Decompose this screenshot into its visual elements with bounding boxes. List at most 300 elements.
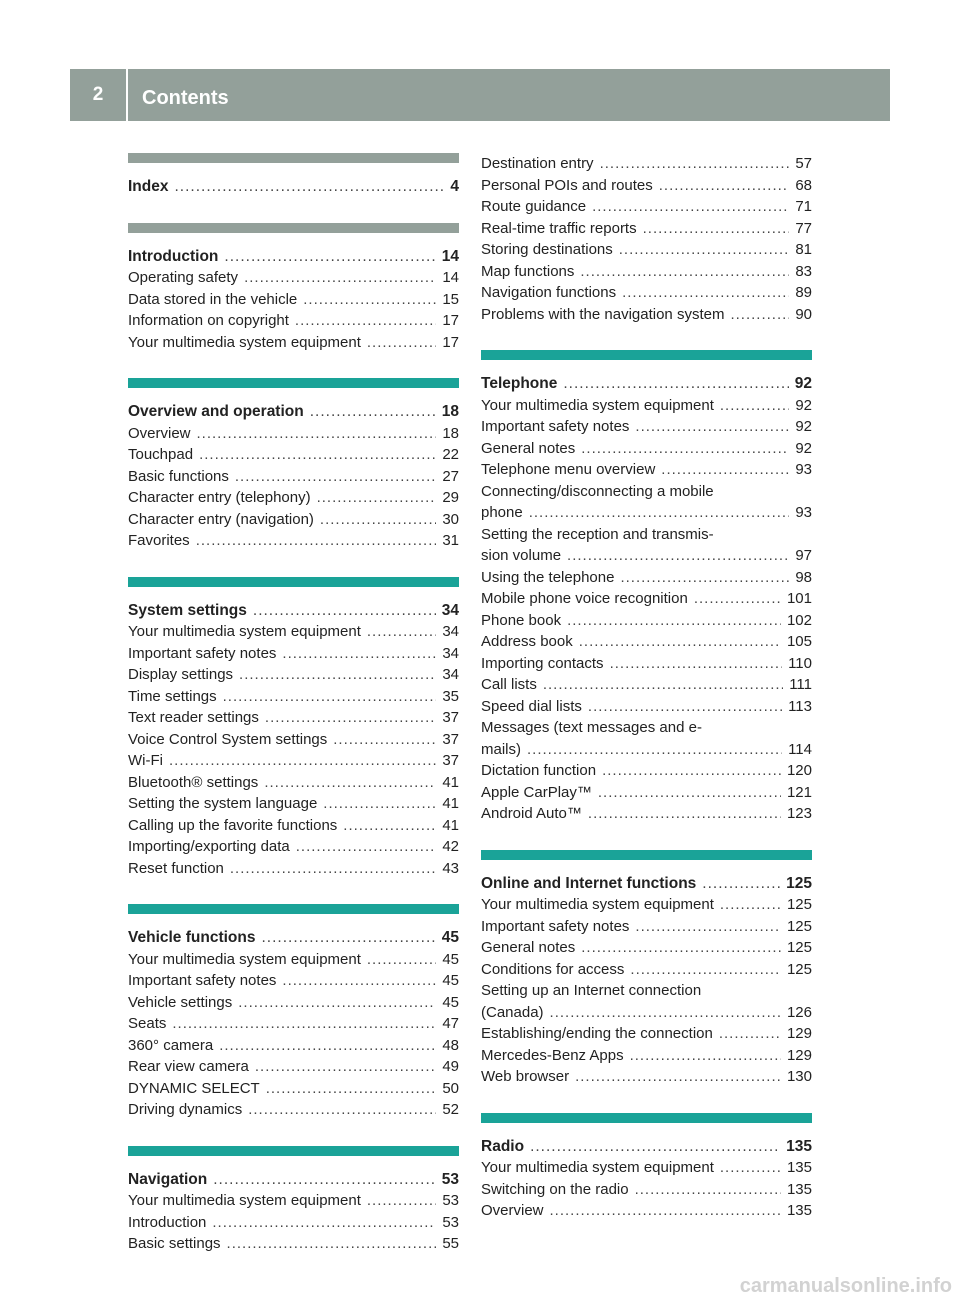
section-bar [481, 1113, 812, 1123]
toc-section-heading[interactable] [128, 927, 459, 949]
page-ref: 37 [442, 752, 459, 769]
section-title: Index [128, 178, 169, 195]
page-ref: 42 [442, 838, 459, 855]
entry-label: Address book [481, 633, 573, 650]
entry-label: Favorites [128, 532, 190, 549]
toc-entry[interactable] [128, 750, 459, 772]
toc-entry[interactable] [481, 239, 812, 261]
toc-entry[interactable] [481, 959, 812, 981]
toc-entry[interactable] [481, 739, 812, 761]
page-ref: 34 [442, 644, 459, 662]
page-ref: 30 [442, 510, 459, 528]
toc-entry[interactable] [481, 175, 812, 197]
toc-entry[interactable] [481, 1179, 812, 1201]
page-ref: 92 [795, 396, 812, 414]
dot-leader [282, 643, 436, 665]
page-ref: 47 [442, 1015, 459, 1032]
entry-label: Basic functions [128, 467, 229, 485]
dot-leader [567, 610, 781, 632]
page-ref: 18 [442, 424, 459, 442]
toc-entry[interactable] [481, 588, 812, 610]
dot-leader [602, 760, 781, 782]
toc-entry[interactable] [128, 949, 459, 971]
page-ref: 31 [442, 532, 459, 549]
page-ref: 43 [442, 859, 459, 877]
toc-entry[interactable] [481, 567, 812, 589]
dot-leader [367, 1190, 436, 1212]
dot-leader [620, 567, 789, 589]
dot-leader [581, 937, 781, 959]
dot-leader [266, 1078, 437, 1100]
toc-entry[interactable] [481, 610, 812, 632]
toc-section-heading[interactable] [481, 1136, 812, 1158]
toc-entry[interactable] [128, 836, 459, 858]
dot-leader [224, 246, 435, 268]
entry-label: Web browser [481, 1068, 570, 1085]
entry-label: Problems with the navigation system [481, 305, 725, 323]
dot-leader [244, 267, 436, 289]
entry-label: Importing/exporting data [128, 838, 290, 855]
toc-entry[interactable] [481, 261, 812, 283]
page-ref: 135 [786, 1202, 812, 1219]
page-ref: 92 [795, 418, 812, 435]
toc-entry[interactable] [481, 760, 812, 782]
entry-label: sion volume [481, 547, 562, 564]
toc-entry[interactable] [128, 815, 459, 837]
entry-label: Your multimedia system equipment [128, 623, 361, 640]
page-ref: 123 [786, 805, 812, 822]
toc-entry[interactable] [481, 1157, 812, 1179]
dot-leader [230, 858, 436, 880]
toc-section-heading[interactable] [128, 1169, 459, 1191]
page-ref: 98 [795, 568, 812, 586]
toc-entry[interactable] [128, 423, 459, 445]
dot-leader [343, 815, 436, 837]
page-ref: 57 [795, 155, 812, 172]
page-ref: 92 [795, 439, 812, 457]
dot-leader [227, 1233, 437, 1255]
section-title: Navigation [128, 1170, 208, 1188]
entry-label-line1[interactable]: Connecting/disconnecting a mobile [481, 482, 714, 500]
entry-label: Map functions [481, 262, 575, 280]
page-ref: 17 [442, 333, 459, 351]
page-ref: 105 [786, 633, 812, 650]
page-ref: 53 [442, 1192, 459, 1209]
entry-label: Vehicle settings [128, 993, 233, 1011]
dot-leader [630, 1045, 781, 1067]
dot-leader [295, 310, 436, 332]
toc-entry[interactable] [481, 937, 812, 959]
page-ref: 71 [795, 198, 812, 215]
page-ref: 92 [794, 375, 812, 392]
dot-leader [630, 959, 781, 981]
section-title: Radio [481, 1137, 525, 1155]
page-ref: 102 [786, 611, 812, 629]
dot-leader [174, 176, 444, 198]
dot-leader [659, 175, 790, 197]
toc-section [128, 1146, 459, 1255]
page-ref: 37 [442, 730, 459, 748]
toc-entry[interactable] [481, 218, 812, 240]
dot-leader [730, 304, 789, 326]
section-title: Telephone [481, 375, 558, 392]
entry-label: Telephone menu overview [481, 461, 656, 478]
entry-label: Seats [128, 1015, 167, 1032]
toc-entry[interactable] [128, 1190, 459, 1212]
toc-section [128, 223, 459, 354]
page-ref: 129 [786, 1046, 812, 1064]
dot-leader [197, 423, 437, 445]
section-bar [481, 850, 812, 860]
entry-label: Reset function [128, 859, 224, 877]
section-title: Introduction [128, 247, 219, 265]
dot-leader [563, 373, 788, 395]
dot-leader [172, 1013, 436, 1035]
page-ref: 29 [442, 489, 459, 506]
dot-leader [702, 873, 780, 895]
dot-leader [588, 803, 781, 825]
toc-entry[interactable] [481, 395, 812, 417]
entry-label: Your multimedia system equipment [481, 396, 714, 414]
dot-leader [598, 782, 781, 804]
entry-label: Character entry (telephony) [128, 489, 311, 506]
dot-leader [239, 664, 436, 686]
entry-label: (Canada) [481, 1003, 544, 1021]
toc-entry[interactable] [481, 304, 812, 326]
page-ref: 90 [795, 305, 812, 323]
toc-entry[interactable] [481, 916, 812, 938]
page-ref: 97 [795, 547, 812, 564]
entry-label: Important safety notes [128, 644, 277, 662]
entry-label: Conditions for access [481, 960, 625, 978]
dot-leader [588, 696, 782, 718]
dot-leader [720, 894, 781, 916]
entry-label: Character entry (navigation) [128, 510, 314, 528]
page-ref: 125 [786, 874, 812, 892]
dot-leader [527, 739, 782, 761]
dot-leader [323, 793, 436, 815]
toc-entry[interactable] [128, 1013, 459, 1035]
toc-entry[interactable] [128, 793, 459, 815]
section-bar [128, 904, 459, 914]
page-ref: 18 [441, 403, 459, 420]
toc-column-left [128, 153, 459, 1280]
dot-leader [579, 631, 781, 653]
page-ref: 14 [441, 247, 459, 265]
toc-entry[interactable] [128, 1233, 459, 1255]
entry-label: Calling up the favorite functions [128, 816, 338, 834]
dot-leader [661, 459, 789, 481]
dot-leader [643, 218, 790, 240]
entry-label: Mobile phone voice recognition [481, 590, 688, 607]
toc-entry[interactable] [481, 674, 812, 696]
header-divider [126, 69, 128, 121]
entry-label-line1[interactable]: Setting the reception and transmis- [481, 525, 714, 543]
page-ref: 93 [795, 504, 812, 521]
entry-label: Route guidance [481, 198, 587, 215]
section-bar [128, 577, 459, 587]
page-ref: 135 [786, 1137, 812, 1155]
entry-label: 360° camera [128, 1036, 214, 1054]
toc-entry[interactable] [128, 643, 459, 665]
toc-section-heading[interactable] [481, 373, 812, 395]
dot-leader [575, 1066, 781, 1088]
dot-leader [255, 1056, 436, 1078]
page-ref: 125 [786, 917, 812, 935]
entry-label: Navigation functions [481, 284, 617, 301]
page-ref: 81 [795, 241, 812, 258]
dot-leader [530, 1136, 780, 1158]
toc-entry[interactable] [481, 438, 812, 460]
dot-leader [610, 653, 783, 675]
page-ref: 83 [795, 262, 812, 280]
page-ref: 34 [441, 601, 459, 619]
dot-leader [600, 153, 790, 175]
dot-leader [333, 729, 436, 751]
dot-leader [720, 395, 789, 417]
toc-entry[interactable] [128, 267, 459, 289]
toc-entry[interactable] [481, 631, 812, 653]
dot-leader [212, 1212, 436, 1234]
page-ref: 93 [795, 461, 812, 478]
dot-leader [235, 466, 436, 488]
entry-label: phone [481, 504, 523, 521]
toc-entry[interactable] [481, 153, 812, 175]
page-ref: 125 [786, 960, 812, 978]
toc-entry[interactable] [128, 487, 459, 509]
toc-section-heading[interactable] [481, 873, 812, 895]
toc-section [481, 850, 812, 1088]
entry-label: Switching on the radio [481, 1180, 629, 1198]
entry-label: Speed dial lists [481, 697, 582, 715]
entry-label: Display settings [128, 666, 234, 683]
page-ref: 129 [786, 1025, 812, 1042]
page-ref: 101 [786, 590, 812, 607]
page-ref: 111 [789, 676, 812, 693]
toc-entry[interactable] [128, 509, 459, 531]
entry-label: Important safety notes [128, 972, 277, 989]
page-ref: 41 [442, 816, 459, 834]
dot-leader [248, 1099, 436, 1121]
toc-entry[interactable] [128, 466, 459, 488]
page-ref: 45 [442, 993, 459, 1011]
entry-label: Importing contacts [481, 654, 604, 672]
dot-leader [261, 927, 435, 949]
page-ref: 34 [442, 666, 459, 683]
entry-label: Your multimedia system equipment [481, 896, 714, 913]
dot-leader [367, 621, 436, 643]
page-ref: 135 [786, 1159, 812, 1176]
entry-label: Text reader settings [128, 709, 259, 726]
toc-entry[interactable] [128, 686, 459, 708]
entry-label: Android Auto™ [481, 805, 582, 822]
entry-label: Introduction [128, 1213, 207, 1231]
entry-label: Bluetooth® settings [128, 773, 259, 791]
page-ref: 125 [786, 896, 812, 913]
page-ref: 68 [795, 176, 812, 194]
entry-label: Apple CarPlay™ [481, 783, 592, 801]
toc-entry[interactable] [128, 332, 459, 354]
dot-leader [310, 401, 436, 423]
entry-label-line1[interactable]: Messages (text messages and e- [481, 719, 702, 736]
page-ref: 15 [442, 290, 459, 308]
page-ref: 77 [795, 219, 812, 237]
toc-entry[interactable] [128, 664, 459, 686]
entry-label: Storing destinations [481, 241, 613, 258]
dot-leader [367, 949, 436, 971]
page-ref: 27 [442, 467, 459, 485]
dot-leader [550, 1200, 781, 1222]
page-ref: 53 [442, 1213, 459, 1231]
page-ref: 121 [786, 783, 812, 801]
section-bar [128, 223, 459, 233]
dot-leader [367, 332, 436, 354]
section-bar [481, 350, 812, 360]
toc-entry[interactable] [128, 289, 459, 311]
toc-entry[interactable] [128, 992, 459, 1014]
page-ref: 37 [442, 709, 459, 726]
toc-section [128, 577, 459, 880]
entry-label: Your multimedia system equipment [128, 333, 361, 351]
page-ref: 89 [795, 284, 812, 301]
toc-section [481, 350, 812, 825]
section-title: Overview and operation [128, 403, 304, 420]
entry-label: Driving dynamics [128, 1101, 243, 1118]
watermark: carmanualsonline.info [739, 1275, 952, 1297]
toc-entry[interactable] [481, 502, 812, 524]
page-ref: 110 [788, 654, 812, 672]
toc-entry[interactable] [128, 1212, 459, 1234]
dot-leader [253, 600, 436, 622]
entry-label: Overview [128, 424, 191, 442]
entry-label: Voice Control System settings [128, 730, 328, 748]
dot-leader [265, 707, 436, 729]
toc-entry[interactable] [128, 1056, 459, 1078]
entry-label: Wi-Fi [128, 752, 163, 769]
toc-entry[interactable] [128, 530, 459, 552]
dot-leader [282, 970, 436, 992]
toc-entry[interactable] [481, 1066, 812, 1088]
entry-label: Real-time traffic reports [481, 219, 637, 237]
toc-entry[interactable] [481, 545, 812, 567]
dot-leader [619, 239, 790, 261]
toc-entry[interactable] [481, 696, 812, 718]
toc-entry[interactable] [481, 894, 812, 916]
entry-label: Establishing/ending the connection [481, 1025, 713, 1042]
toc-entry[interactable] [481, 1002, 812, 1024]
dot-leader [303, 289, 436, 311]
toc-section [481, 1113, 812, 1222]
page-ref: 4 [450, 178, 459, 195]
dot-leader [622, 282, 789, 304]
dot-leader [543, 674, 783, 696]
toc-entry[interactable] [481, 459, 812, 481]
toc-section-heading[interactable] [128, 176, 459, 198]
entry-label: Setting the system language [128, 795, 318, 812]
dot-leader [296, 836, 437, 858]
toc-entry[interactable] [128, 729, 459, 751]
toc-entry[interactable] [481, 782, 812, 804]
page-ref: 53 [441, 1170, 459, 1188]
dot-leader [635, 916, 781, 938]
dot-leader [635, 416, 789, 438]
dot-leader [567, 545, 789, 567]
entry-label: Mercedes-Benz Apps [481, 1046, 624, 1064]
entry-label: Important safety notes [481, 917, 630, 935]
toc-entry[interactable] [481, 1045, 812, 1067]
page-title: Contents [142, 87, 229, 109]
page-ref: 14 [442, 269, 459, 286]
page-ref: 120 [786, 762, 812, 779]
toc-entry[interactable] [128, 444, 459, 466]
entry-label: mails) [481, 740, 521, 758]
entry-label: Basic settings [128, 1235, 221, 1252]
toc-section-heading[interactable] [128, 600, 459, 622]
toc-entry[interactable] [128, 970, 459, 992]
page-number: 2 [92, 84, 104, 105]
page-ref: 50 [442, 1079, 459, 1097]
entry-label: Information on copyright [128, 312, 289, 329]
dot-leader [223, 686, 437, 708]
toc-section [481, 153, 812, 325]
toc-entry[interactable] [481, 1023, 812, 1045]
toc-entry[interactable] [128, 707, 459, 729]
toc-entry[interactable] [128, 1035, 459, 1057]
toc-section-heading[interactable] [128, 401, 459, 423]
page-ref: 35 [442, 687, 459, 705]
page-ref: 22 [442, 446, 459, 463]
section-bar [128, 153, 459, 163]
entry-label: DYNAMIC SELECT [128, 1079, 260, 1097]
dot-leader [264, 772, 436, 794]
toc-entry[interactable] [128, 1099, 459, 1121]
toc-entry[interactable] [128, 310, 459, 332]
entry-label-line1[interactable]: Setting up an Internet connection [481, 982, 702, 999]
page-header [70, 69, 890, 121]
entry-label: Call lists [481, 676, 537, 693]
toc-entry[interactable] [128, 772, 459, 794]
toc-entry[interactable] [481, 1200, 812, 1222]
toc-entry[interactable] [128, 1078, 459, 1100]
toc-section-heading[interactable] [128, 246, 459, 268]
entry-label: Destination entry [481, 155, 594, 172]
section-title: System settings [128, 601, 247, 619]
dot-leader [719, 1023, 781, 1045]
dot-leader [219, 1035, 436, 1057]
dot-leader [694, 588, 781, 610]
toc-entry[interactable] [128, 621, 459, 643]
toc-column-right [481, 153, 812, 1247]
dot-leader [213, 1169, 436, 1191]
section-title: Online and Internet functions [481, 874, 697, 892]
toc-section [128, 904, 459, 1121]
toc-entry[interactable] [128, 858, 459, 880]
toc-entry[interactable] [481, 282, 812, 304]
entry-label: Your multimedia system equipment [128, 950, 361, 968]
dot-leader [169, 750, 436, 772]
page-ref: 52 [442, 1101, 459, 1118]
toc-entry[interactable] [481, 416, 812, 438]
toc-entry[interactable] [481, 803, 812, 825]
dot-leader [320, 509, 436, 531]
toc-section [128, 153, 459, 198]
toc-entry[interactable] [481, 653, 812, 675]
page-ref: 41 [442, 795, 459, 812]
dot-leader [592, 196, 789, 218]
page-ref: 114 [788, 740, 812, 758]
page-ref: 125 [786, 939, 812, 956]
toc-entry[interactable] [481, 196, 812, 218]
